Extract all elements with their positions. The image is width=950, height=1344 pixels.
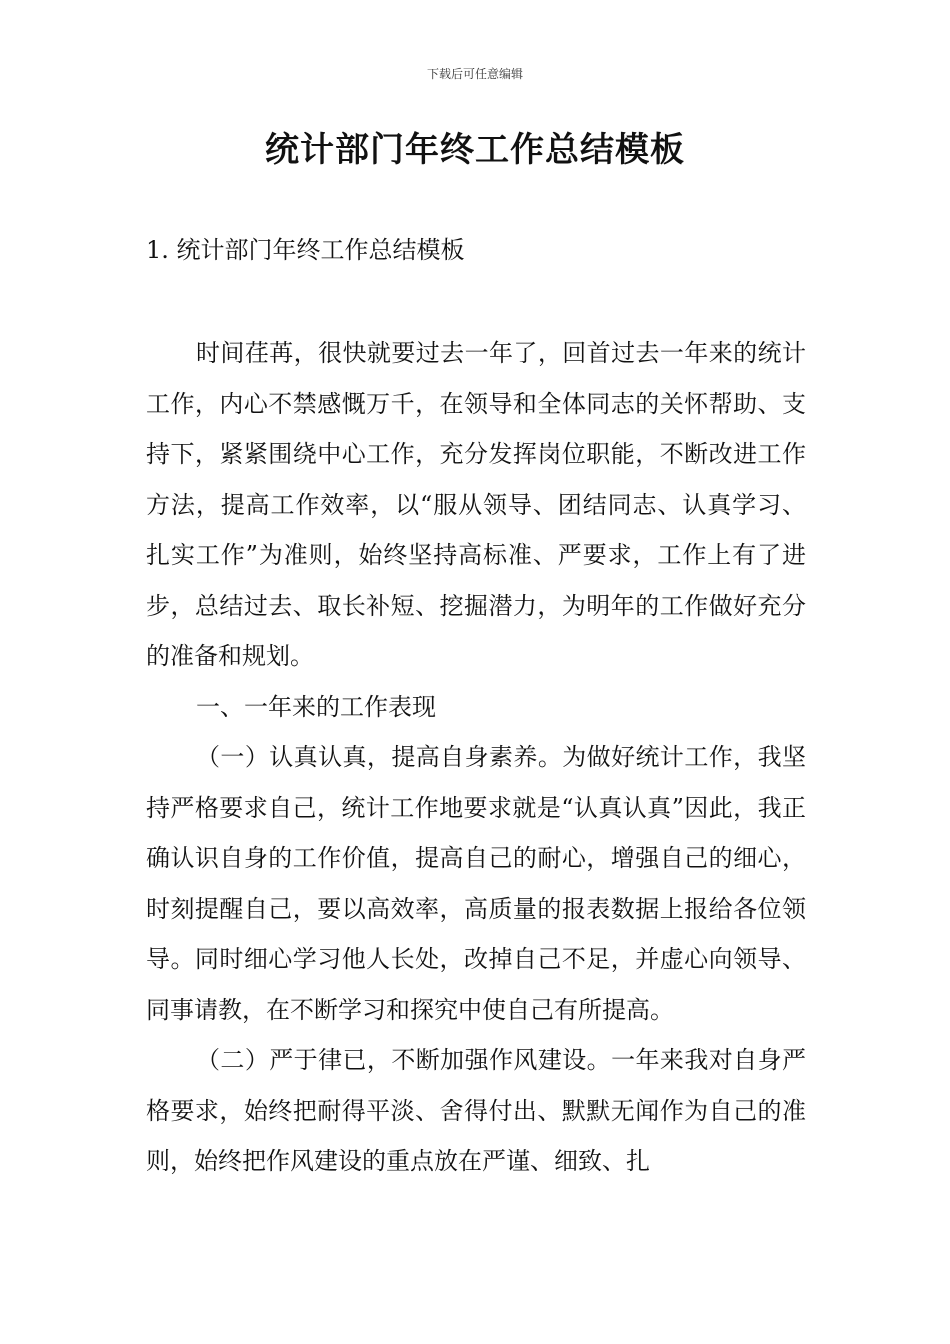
header-note: 下载后可任意编辑 [426, 67, 523, 81]
document-body [146, 328, 806, 1187]
intro-paragraph: 时间荏苒，很快就要过去一年了，回首过去一年来的统计工作，内心不禁感慨万千，在领导和全体同志的关怀帮助、支持下，紧紧围绕中心工作，充分发挥岗位职能，不断改进工作方法，提高工作效率，以“服从领导、团结同志、认真学习、扎实工作”为准则，始终坚持高标准、严要求，工作上有了进步，总结过去、取长补短、挖掘潜力，为明年的工作做好充分的准备和规划。 [146, 339, 806, 670]
section-heading: 一、一年来的工作表现 [196, 692, 436, 721]
body-paragraph: （二）严于律已，不断加强作风建设。一年来我对自身严格要求，始终把耐得平淡、舍得付出、默默无闻作为自己的准则，始终把作风建设的重点放在严谨、细致、扎 [146, 1046, 806, 1175]
body-paragraph: （一）认真认真，提高自身素养。为做好统计工作，我坚持严格要求自己，统计工作地要求就是“认真认真”因此，我正确认识自身的工作价值，提高自己的耐心，增强自己的细心，时刻提醒自己，要以高效率，高质量的报表数据上报给各位领导。同时细心学习他人长处，改掉自己不足，并虚心向领导、同事请教，在不断学习和探究中使自己有所提高。 [146, 743, 806, 1024]
document-title: 统计部门年终工作总结模板 [265, 130, 685, 170]
section-subtitle: 1. 统计部门年终工作总结模板 [146, 236, 465, 264]
